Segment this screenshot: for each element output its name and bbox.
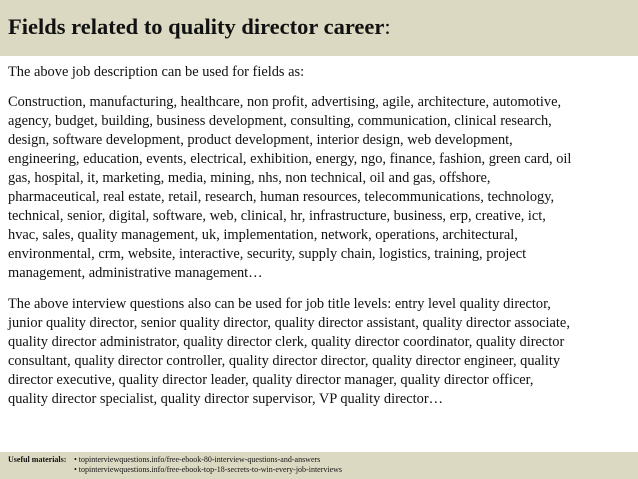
levels-line: junior quality director, senior quality director, quality director assistant, quality director associate,	[8, 315, 570, 331]
fields-line: pharmaceutical, real estate, retail, research, human resources, telecommunications, technology,	[8, 189, 555, 205]
footer-bar	[0, 452, 638, 479]
footer-label	[8, 455, 66, 465]
fields-line: Construction, manufacturing, healthcare, non profit, advertising, agile, architecture, automotive,	[8, 94, 562, 110]
footer-links	[74, 455, 342, 475]
fields-line: engineering, education, events, electrical, exhibition, energy, ngo, finance, fashion, green card, oil	[8, 151, 572, 167]
fields-line: agency, budget, building, business development, consulting, communication, clinical research,	[8, 113, 552, 129]
levels-line: director executive, quality director leader, quality director manager, quality director officer,	[8, 372, 534, 388]
intro-text: The above job description can be used for fields as:	[8, 64, 305, 80]
footer-label-colon: :	[63, 455, 67, 464]
fields-line: technical, senior, digital, software, web, clinical, hr, infrastructure, business, erp, creative, ict,	[8, 208, 546, 224]
fields-paragraph	[8, 93, 634, 283]
fields-line: management, administrative management…	[8, 265, 263, 281]
page-title-colon: :	[384, 14, 391, 39]
title-bar	[0, 0, 638, 56]
fields-line: design, software development, product development, interior design, web development,	[8, 132, 513, 148]
levels-line: consultant, quality director controller, quality director director, quality director engineer, quality	[8, 353, 561, 369]
fields-line: environmental, crm, website, interactive, security, supply chain, logistics, training, project	[8, 246, 527, 262]
levels-line: quality director administrator, quality director clerk, quality director coordinator, quality director	[8, 334, 565, 350]
fields-line: hvac, sales, quality management, uk, implementation, network, operations, architectural,	[8, 227, 518, 243]
footer-link-ebook-80-questions[interactable]: • topinterviewquestions.info/free-ebook-80-interview-questions-and-answers	[74, 455, 321, 464]
levels-paragraph	[8, 295, 634, 409]
levels-line: quality director specialist, quality director supervisor, VP quality director…	[8, 391, 444, 407]
levels-line: The above interview questions also can be used for job title levels: entry level quality director,	[8, 296, 551, 312]
footer-label-text: Useful materials	[8, 455, 64, 464]
main-content	[8, 63, 634, 421]
fields-line: gas, hospital, it, marketing, media, mining, nhs, non technical, oil and gas, offshore,	[8, 170, 491, 186]
page-title-text: Fields related to quality director career	[8, 14, 385, 39]
footer-link-ebook-18-secrets[interactable]: • topinterviewquestions.info/free-ebook-top-18-secrets-to-win-every-job-interviews	[74, 465, 343, 474]
page-title	[8, 14, 638, 40]
